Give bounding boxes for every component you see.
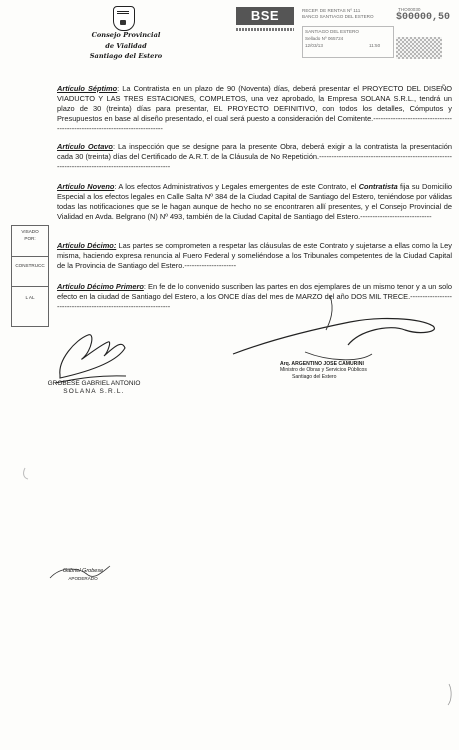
article-body-bold: Contratista [358,182,398,191]
minister-location: Santiago del Estero [292,373,337,380]
bottom-signature-block [48,568,118,582]
visado-line2: POR: [24,236,36,241]
article-body: Las partes se comprometen a respetar las cláusulas de este Contrato y sujetarse a ellas como la Ley misma, haciendo expresa renuncia al Fuero Federal y someliéndose a los Tribunales competentes de la Ciudad Capital de la Provincia de Santiago del Estero.--------------------- [57,241,452,270]
article-body: : En fe de lo convenido suscriben las partes en dos ejemplares de un mismo tenor y a un solo efecto en la ciudad de Santiago del Estero, a los ONCE días del mes de MARZO del año DOS MIL TRECE.--------------------------------------------------------------- [57,282,452,311]
org-name-line3: Santiago del Estero [89,52,163,60]
minister-name: Arq. ARGENTINO JOSE CAMURINI [280,361,364,367]
signer-name: GROBESE GABRIEL ANTONIO [47,380,141,387]
org-name-line2: de Vialidad [105,41,147,50]
bse-logo: BSE [236,7,294,25]
stamp-line4: Sellado Nº 065724 [305,36,344,41]
visado-line4: L AL [25,295,35,300]
right-signature [233,319,434,354]
org-name-line1: Consejo Provincial [91,31,161,39]
stamp-amount: $00000,50 [396,12,451,23]
bottom-signature-title: APODERADO [68,576,98,581]
article-body: : La inspección que se designe para la presente Obra, deberá exigir a la contratista la presentación cada 30 (treinta) días del Certificado de A.R.T. de la Cláusula de No Repetición.---------------------------------------------------------------------------------------------------- [57,142,452,171]
article-body: : La Contratista en un plazo de 90 (Noventa) días, deberá presentar el PROYECTO DEL DISEÑO VIADUCTO Y LAS TRES ESTACIONES, COMPLETOS, una vez aprobado, la Empresa SOLANA S.R.L., tendrá un plazo de 30 (treinta) días para presentar, EL PROYECTO DEFINITIVO, con todos los detalles, Cómputos y Presupuestos en base al diseño presentado, el cual será puesto a consideración del Comitente.--------------------------------------------------------------------------- [57,84,452,133]
right-signature-block [280,361,420,380]
left-signature [60,335,125,378]
stamp-date: 12/03/13 [305,43,323,48]
right-signature-tail [305,352,372,360]
article-body: fija su Domicilio Especial a los efectos legales en Calle Salta Nº 384 de la Ciudad Capital de Santiago del Estero, teniéndose por válidas todas las notificaciones que se le hagan aunque de hecho no se encontraren allí presentes, y el Consejo Provincial de Vialidad en Avda. Belgrano (N) Nº 493, también de la Ciudad Capital de Santiago del Estero.----------------------------- [57,182,452,221]
bottom-signature-name: Gabriel Grobese [62,568,104,574]
stamp-code: THO00030 [398,7,421,12]
article-heading: Artículo Octavo [57,142,113,151]
stamp-line2: BANCO SANTIAGO DEL ESTERO [302,14,374,19]
article-heading: Artículo Noveno [57,182,115,191]
stamp-time: 11:50 [369,43,381,48]
minister-title: Ministro de Obras y Servicios Públicos [280,367,367,374]
visado-line3: CONSTRUCC [15,263,45,268]
article-heading: Artículo Décimo Primero [57,282,144,291]
page-mark [448,684,451,705]
left-signature-block [44,380,144,396]
article-body: : A los efectos Administrativos y Legales emergentes de este Contrato, el [114,182,359,191]
signer-company: SOLANA S.R.L. [63,388,125,395]
stamp-line3: SANTIAGO DEL ESTERO [305,29,359,34]
article-heading: Artículo Décimo: [57,241,117,250]
staple-mark [24,468,28,479]
stamp-line1: RECEP. DE RENTAS Nº 111 [302,8,361,13]
visado-line1: VISADO [21,229,39,234]
right-signature-mark [326,296,332,330]
article-heading: Artículo Séptimo [57,84,118,93]
